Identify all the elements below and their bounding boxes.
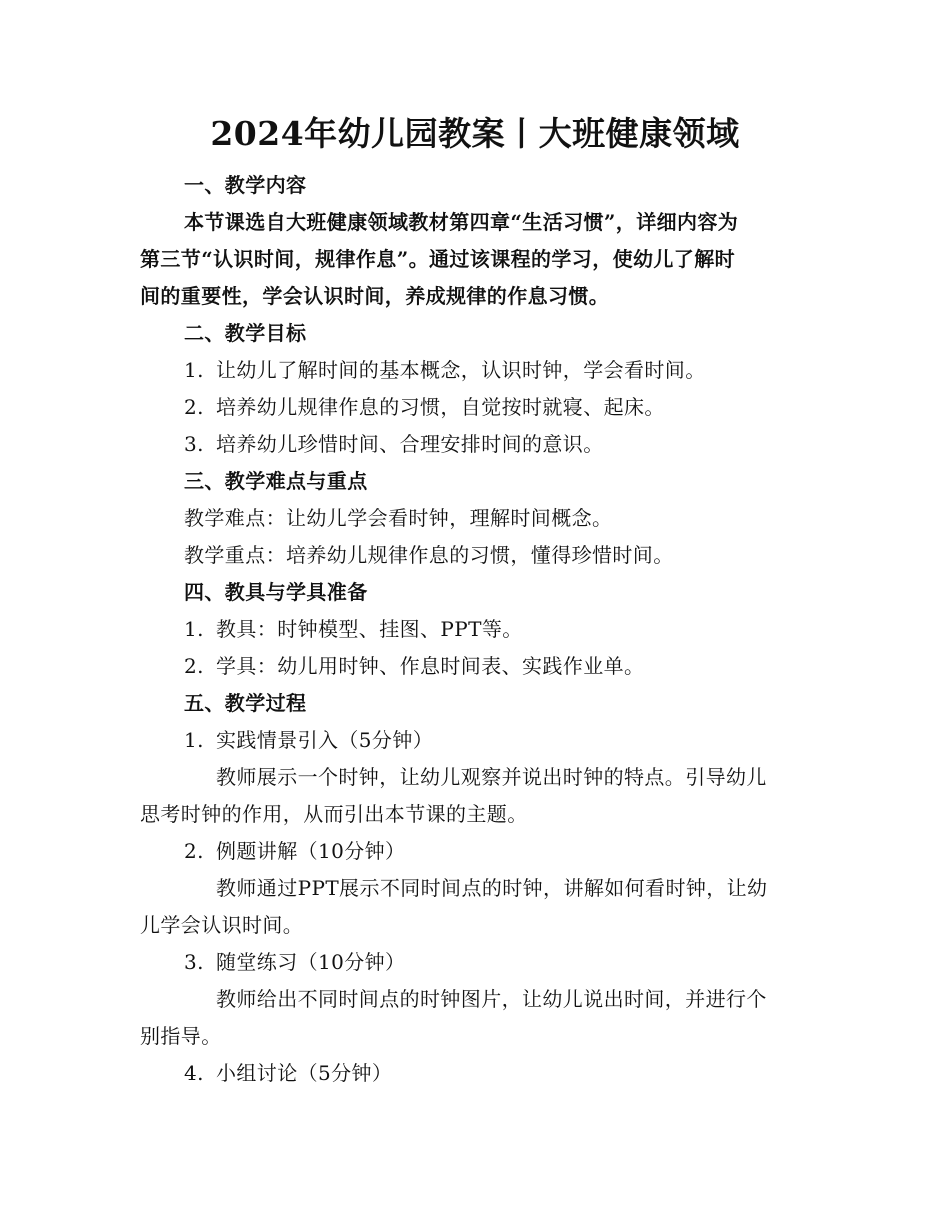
step-text-line: 思考时钟的作用，从而引出本节课的主题。 — [140, 802, 528, 826]
list-item — [184, 652, 644, 680]
step-title-text: 小组讨论（5分钟） — [216, 1061, 393, 1085]
section-heading: 二、教学目标 — [184, 321, 307, 345]
step-number: 3. — [184, 950, 204, 974]
step-text-line: 教师展示一个时钟，让幼儿观察并说出时钟的特点。引导幼儿 — [216, 765, 767, 789]
list-text: 学具：幼儿用时钟、作息时间表、实践作业单。 — [216, 654, 645, 678]
step-text-line: 教师通过PPT展示不同时间点的时钟，讲解如何看时钟，让幼 — [216, 876, 768, 900]
list-text: 培养幼儿珍惜时间、合理安排时间的意识。 — [216, 432, 604, 456]
list-number: 3. — [184, 432, 204, 456]
step-number: 2. — [184, 839, 204, 863]
step-title-text: 实践情景引入（5分钟） — [216, 728, 434, 752]
list-item — [184, 356, 706, 384]
step-title-text: 随堂练习（10分钟） — [216, 950, 406, 974]
step-title-text: 例题讲解（10分钟） — [216, 839, 406, 863]
list-item — [184, 393, 665, 421]
step-text-line: 教师给出不同时间点的时钟图片，让幼儿说出时间，并进行个 — [216, 987, 767, 1011]
step-text-line: 别指导。 — [140, 1024, 222, 1048]
step-title — [184, 1059, 392, 1087]
paragraph-line: 第三节“认识时间，规律作息”。通过该课程的学习，使幼儿了解时 — [140, 247, 736, 271]
list-text: 教具：时钟模型、挂图、PPT等。 — [216, 617, 523, 641]
list-number: 2. — [184, 395, 204, 419]
section-heading: 一、教学内容 — [184, 173, 307, 197]
document-title: 2024年幼儿园教案丨大班健康领域 — [210, 114, 740, 153]
step-number: 4. — [184, 1061, 204, 1085]
list-number: 2. — [184, 654, 204, 678]
text-line: 教学重点：培养幼儿规律作息的习惯，懂得珍惜时间。 — [184, 543, 674, 567]
list-text: 培养幼儿规律作息的习惯，自觉按时就寝、起床。 — [216, 395, 665, 419]
paragraph-line: 间的重要性，学会认识时间，养成规律的作息习惯。 — [140, 284, 610, 308]
step-title — [184, 726, 433, 754]
list-number: 1. — [184, 617, 204, 641]
section-heading: 五、教学过程 — [184, 691, 307, 715]
list-item — [184, 430, 604, 458]
step-title — [184, 837, 405, 865]
list-number: 1. — [184, 358, 204, 382]
paragraph-line: 本节课选自大班健康领域教材第四章“生活习惯”，详细内容为 — [184, 210, 739, 234]
section-heading: 四、教具与学具准备 — [184, 580, 368, 604]
text-line: 教学难点：让幼儿学会看时钟，理解时间概念。 — [184, 506, 613, 530]
list-item — [184, 615, 523, 643]
list-text: 让幼儿了解时间的基本概念，认识时钟，学会看时间。 — [216, 358, 706, 382]
step-number: 1. — [184, 728, 204, 752]
section-heading: 三、教学难点与重点 — [184, 469, 368, 493]
step-title — [184, 948, 405, 976]
step-text-line: 儿学会认识时间。 — [140, 913, 304, 937]
